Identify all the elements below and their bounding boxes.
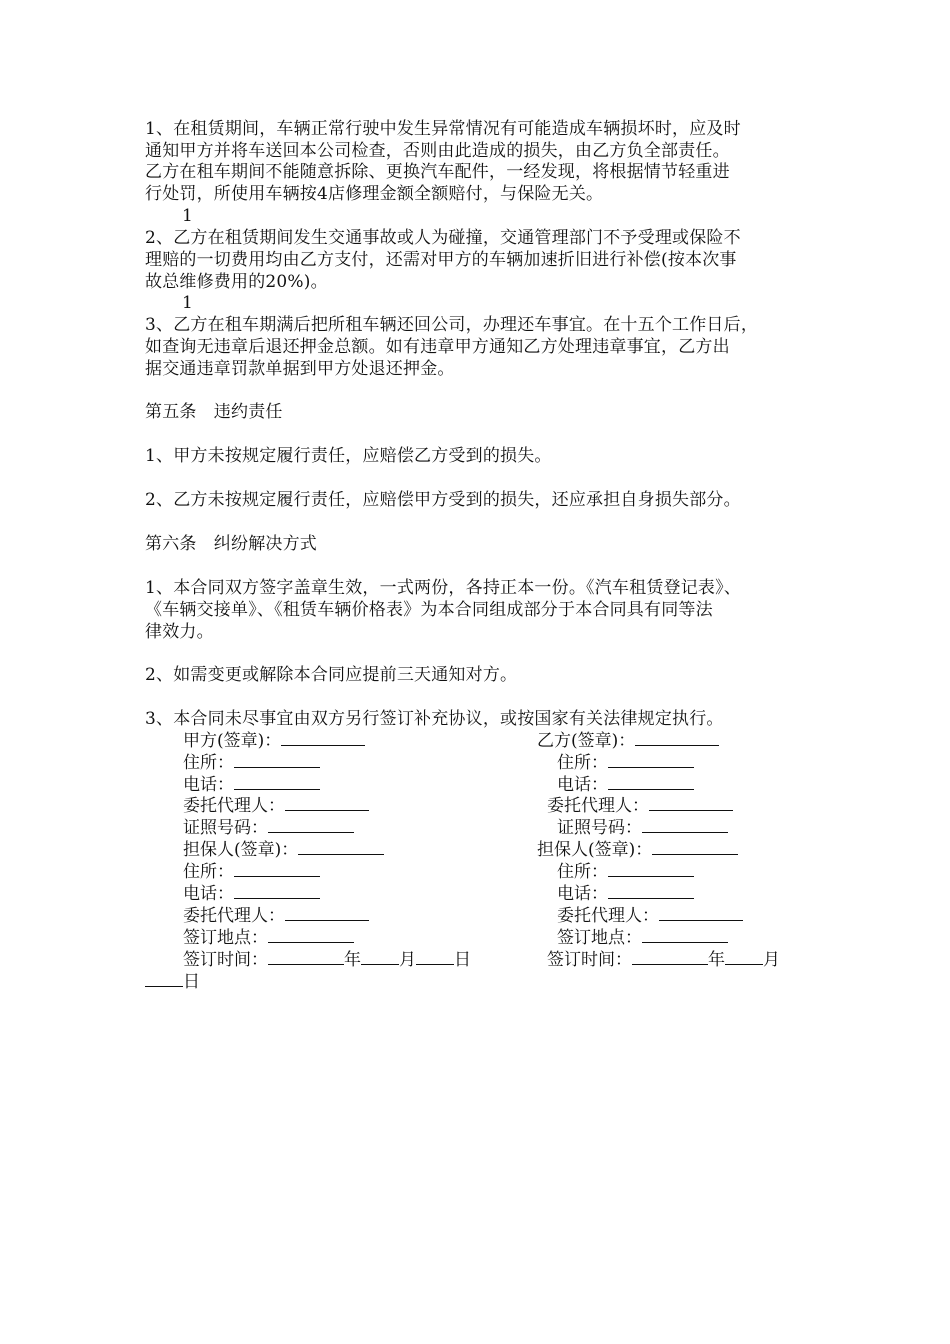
party-b-sign-field: [537, 730, 719, 752]
party-a-phone-label: 电话：: [183, 775, 234, 795]
blank-line: [608, 752, 694, 768]
party-a-date-label: 签订时间：: [183, 950, 268, 970]
clause5-item1: 1、甲方未按规定履行责任，应赔偿乙方受到的损失。: [145, 446, 552, 466]
party-b-phone-field: [557, 774, 694, 796]
clause6-item3: 3、本合同未尽事宜由双方另行签订补充协议，或按国家有关法律规定执行。: [145, 709, 724, 729]
party-a-date-field: [183, 949, 471, 971]
clause4-item3-line3: 据交通违章罚款单据到甲方处退还押金。: [145, 359, 455, 379]
party-b-place-label: 签订地点：: [557, 928, 642, 948]
page-number: 1: [182, 206, 194, 226]
year-label: 年: [344, 950, 361, 970]
clause4-item2-line2: 理赔的一切费用均由乙方支付，还需对甲方的车辆加速折旧进行补偿(按本次事: [145, 250, 737, 270]
party-b-guarantor-field: [537, 839, 738, 861]
party-b-id-field: [557, 817, 728, 839]
party-b-phone-label: 电话：: [557, 775, 608, 795]
blank-line: [659, 905, 743, 921]
party-b-date-field: [547, 949, 780, 971]
party-a-guarantor-phone-field: [183, 883, 320, 905]
blank-line: [608, 883, 694, 899]
blank-line: [268, 949, 344, 965]
party-b-guarantor-agent-field: [557, 905, 743, 927]
blank-line: [649, 795, 733, 811]
party-b-date-label: 签订时间：: [547, 950, 632, 970]
party-a-phone-field: [183, 774, 320, 796]
clause5-heading: 第五条 违约责任: [145, 402, 283, 422]
blank-line: [361, 949, 399, 965]
party-b-guarantor-phone-label: 电话：: [557, 884, 608, 904]
party-a-guarantor-address-label: 住所：: [183, 862, 234, 882]
blank-line: [234, 861, 320, 877]
clause4-item3-line1: 3、乙方在租车期满后把所租车辆还回公司，办理还车事宜。在十五个工作日后，: [145, 315, 759, 335]
clause6-heading: 第六条 纠纷解决方式: [145, 534, 317, 554]
blank-line: [145, 971, 183, 987]
party-a-address-label: 住所：: [183, 753, 234, 773]
party-a-address-field: [183, 752, 320, 774]
party-a-place-label: 签订地点：: [183, 928, 268, 948]
party-b-guarantor-phone-field: [557, 883, 694, 905]
clause4-item1-line3: 乙方在租车期间不能随意拆除、更换汽车配件，一经发现，将根据情节轻重进: [145, 162, 730, 182]
blank-line: [285, 795, 369, 811]
year-label: 年: [708, 950, 725, 970]
party-a-guarantor-address-field: [183, 861, 320, 883]
blank-line: [416, 949, 454, 965]
day-label: 日: [183, 972, 200, 992]
clause4-item1-line4: 行处罚，所使用车辆按4店修理金额全额赔付，与保险无关。: [145, 184, 604, 204]
party-b-guarantor-address-label: 住所：: [557, 862, 608, 882]
blank-line: [635, 730, 719, 746]
blank-line: [234, 774, 320, 790]
blank-line: [298, 839, 384, 855]
blank-line: [268, 927, 354, 943]
party-b-place-field: [557, 927, 728, 949]
party-a-guarantor-agent-field: [183, 905, 369, 927]
party-b-id-label: 证照号码：: [557, 818, 642, 838]
blank-line: [281, 730, 365, 746]
party-a-agent-field: [183, 795, 369, 817]
party-b-agent-field: [547, 795, 733, 817]
clause6-item1-line2: 《车辆交接单》、《租赁车辆价格表》为本合同组成部分于本合同具有同等法: [145, 600, 713, 620]
clause4-item2-line1: 2、乙方在租赁期间发生交通事故或人为碰撞，交通管理部门不予受理或保险不: [145, 228, 741, 248]
clause5-item2: 2、乙方未按规定履行责任，应赔偿甲方受到的损失，还应承担自身损失部分。: [145, 490, 741, 510]
blank-line: [608, 861, 694, 877]
month-label: 月: [763, 950, 780, 970]
party-a-guarantor-label: 担保人(签章)：: [183, 840, 299, 860]
clause4-item3-line2: 如查询无违章后退还押金总额。如有违章甲方通知乙方处理违章事宜，乙方出: [145, 337, 730, 357]
blank-line: [234, 752, 320, 768]
party-a-guarantor-field: [183, 839, 384, 861]
clause4-item1-line2: 通知甲方并将车送回本公司检查，否则由此造成的损失，由乙方负全部责任。: [145, 141, 730, 161]
blank-line: [632, 949, 708, 965]
blank-line: [268, 817, 354, 833]
blank-line: [608, 774, 694, 790]
clause6-item1-line3: 律效力。: [145, 622, 214, 642]
page-number: 1: [182, 293, 194, 313]
blank-line: [234, 883, 320, 899]
party-a-id-field: [183, 817, 354, 839]
party-a-place-field: [183, 927, 354, 949]
party-b-address-field: [557, 752, 694, 774]
blank-line: [642, 817, 728, 833]
party-a-id-label: 证照号码：: [183, 818, 268, 838]
party-b-date-day: [145, 971, 200, 993]
blank-line: [725, 949, 763, 965]
party-b-guarantor-address-field: [557, 861, 694, 883]
blank-line: [652, 839, 738, 855]
clause4-item1-line1: 1、在租赁期间，车辆正常行驶中发生异常情况有可能造成车辆损坏时，应及时: [145, 119, 741, 139]
blank-line: [285, 905, 369, 921]
party-a-guarantor-phone-label: 电话：: [183, 884, 234, 904]
clause6-item2: 2、如需变更或解除本合同应提前三天通知对方。: [145, 665, 518, 685]
party-b-guarantor-label: 担保人(签章)：: [537, 840, 653, 860]
clause4-item2-line3: 故总维修费用的20%)。: [145, 272, 328, 292]
party-b-sign-label: 乙方(签章)：: [537, 731, 636, 751]
party-a-agent-label: 委托代理人：: [183, 796, 285, 816]
party-a-guarantor-agent-label: 委托代理人：: [183, 906, 285, 926]
blank-line: [642, 927, 728, 943]
party-a-sign-field: [183, 730, 365, 752]
party-a-sign-label: 甲方(签章)：: [183, 731, 282, 751]
party-b-agent-label: 委托代理人：: [547, 796, 649, 816]
party-b-guarantor-agent-label: 委托代理人：: [557, 906, 659, 926]
month-label: 月: [399, 950, 416, 970]
day-label: 日: [454, 950, 471, 970]
party-b-address-label: 住所：: [557, 753, 608, 773]
clause6-item1-line1: 1、本合同双方签字盖章生效，一式两份，各持正本一份。《汽车租赁登记表》、: [145, 578, 742, 598]
